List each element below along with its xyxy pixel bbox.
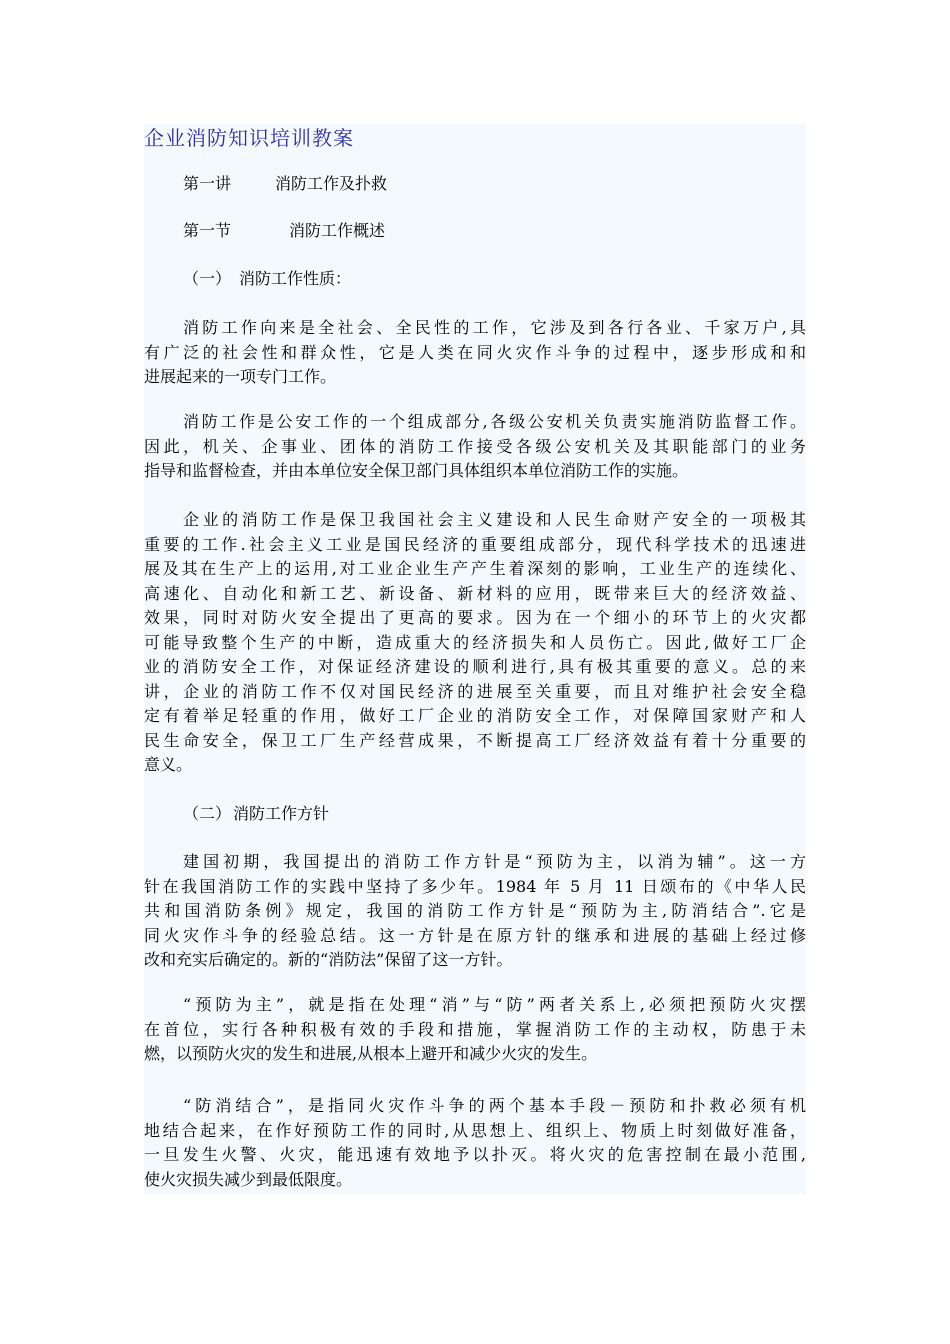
- paragraph-line: 在首位，实行各种积极有效的手段和措施，掌握消防工作的主动权，防患于未: [144, 1019, 806, 1039]
- paragraph-line: 高速化、自动化和新工艺、新设备、新材料的应用，既带来巨大的经济效益、: [144, 583, 806, 603]
- paragraph-line: 意义。: [144, 755, 193, 774]
- paragraph-line: 燃，以预防火灾的发生和进展,从根本上避开和减少火灾的发生。: [144, 1044, 598, 1063]
- paragraph-2: [144, 410, 806, 484]
- paragraph-line: “防消结合”，是指同火灾作斗争的两个基本手段－预防和扑救必须有机: [183, 1096, 806, 1115]
- document-title: 企业消防知识培训教案: [144, 126, 354, 150]
- paragraph-line: 进展起来的一项专门工作。: [144, 367, 337, 386]
- section-name: 消防工作概述: [289, 221, 386, 240]
- paragraph-line: 重要的工作.社会主义工业是国民经济的重要组成部分，现代科学技术的迅速进: [144, 534, 806, 554]
- subsection-2-label: （二）: [183, 804, 232, 823]
- section-number: 第一节: [183, 221, 232, 240]
- paragraph-line: 共和国消防条例》规定，我国的消防工作方针是“预防为主,防消结合”.它是: [144, 901, 806, 920]
- paragraph-line: 针在我国消防工作的实践中坚持了多少年。1984 年 5 月 11 日颂布的《中华人民: [144, 876, 806, 896]
- section-heading: [183, 221, 385, 241]
- lecture-heading: [183, 174, 387, 194]
- paragraph-line: 同火灾作斗争的经验总结。这一方针是在原方针的继承和进展的基础上经过修: [144, 925, 806, 945]
- paragraph-line: 民生命安全，保卫工厂生产经营成果，不断提高工厂经济效益有着十分重要的: [144, 730, 806, 750]
- paragraph-line: 可能导致整个生产的中断，造成重大的经济损失和人员伤亡。因此,做好工厂企: [144, 632, 806, 652]
- subsection-1-label: （一）: [183, 269, 232, 288]
- paragraph-line: 一旦发生火警、火灾，能迅速有效地予以扑灭。将火灾的危害控制在最小范围,: [144, 1145, 806, 1164]
- paragraph-line: 消防工作是公安工作的一个组成部分,各级公安机关负责实施消防监督工作。: [183, 412, 806, 431]
- document-body: [144, 124, 806, 1194]
- paragraph-line: 地结合起来，在作好预防工作的同时,从思想上、组织上、物质上时刻做好准备，: [144, 1120, 806, 1140]
- paragraph-line: 有广泛的社会性和群众性，它是人类在同火灾作斗争的过程中，逐步形成和和: [144, 342, 806, 362]
- paragraph-line: 业的消防安全工作，对保证经济建设的顺利进行,具有极其重要的意义。总的来: [144, 657, 806, 676]
- paragraph-line: “预防为主”，就是指在处理“消”与“防”两者关系上,必须把预防火灾摆: [183, 995, 806, 1014]
- paragraph-line: 消防工作向来是全社会、全民性的工作，它涉及到各行各业、千家万户,具: [183, 318, 806, 337]
- paragraph-1: [144, 316, 806, 390]
- paragraph-line: 指导和监督检查，并由本单位安全保卫部门具体组织本单位消防工作的实施。: [144, 461, 689, 480]
- subsection-2-heading: [183, 804, 329, 824]
- subsection-1-heading: [183, 269, 351, 289]
- subsection-2-name: 消防工作方针: [233, 804, 330, 823]
- paragraph-line: 定有着举足轻重的作用，做好工厂企业的消防安全工作，对保障国家财产和人: [144, 706, 806, 725]
- paragraph-line: 建国初期，我国提出的消防工作方针是“预防为主，以消为辅”。这一方: [183, 852, 806, 871]
- paragraph-line: 讲，企业的消防工作不仅对国民经济的进展至关重要，而且对维护社会安全稳: [144, 681, 806, 701]
- paragraph-5: [144, 993, 806, 1067]
- paragraph-line: 因此，机关、企事业、团体的消防工作接受各级公安机关及其职能部门的业务: [144, 436, 806, 456]
- lecture-number: 第一讲: [183, 174, 232, 193]
- subsection-1-name: 消防工作性质：: [239, 269, 352, 288]
- paragraph-line: 企业的消防工作是保卫我国社会主义建设和人民生命财产安全的一项极其: [183, 510, 806, 529]
- paragraph-line: 效果，同时对防火安全提出了更高的要求。因为在一个细小的环节上的火灾都: [144, 608, 806, 627]
- paragraph-6: [144, 1094, 806, 1192]
- lecture-name: 消防工作及扑救: [275, 174, 388, 193]
- paragraph-4: [144, 850, 806, 973]
- paragraph-line: 改和充实后确定的。新的“消防法”保留了这一方针。: [144, 950, 513, 969]
- paragraph-line: 展及其在生产上的运用,对工业企业生产产生着深刻的影响，工业生产的连续化、: [144, 559, 806, 578]
- paragraph-line: 使火灾损失减少到最低限度。: [144, 1169, 353, 1189]
- paragraph-3: [144, 508, 806, 778]
